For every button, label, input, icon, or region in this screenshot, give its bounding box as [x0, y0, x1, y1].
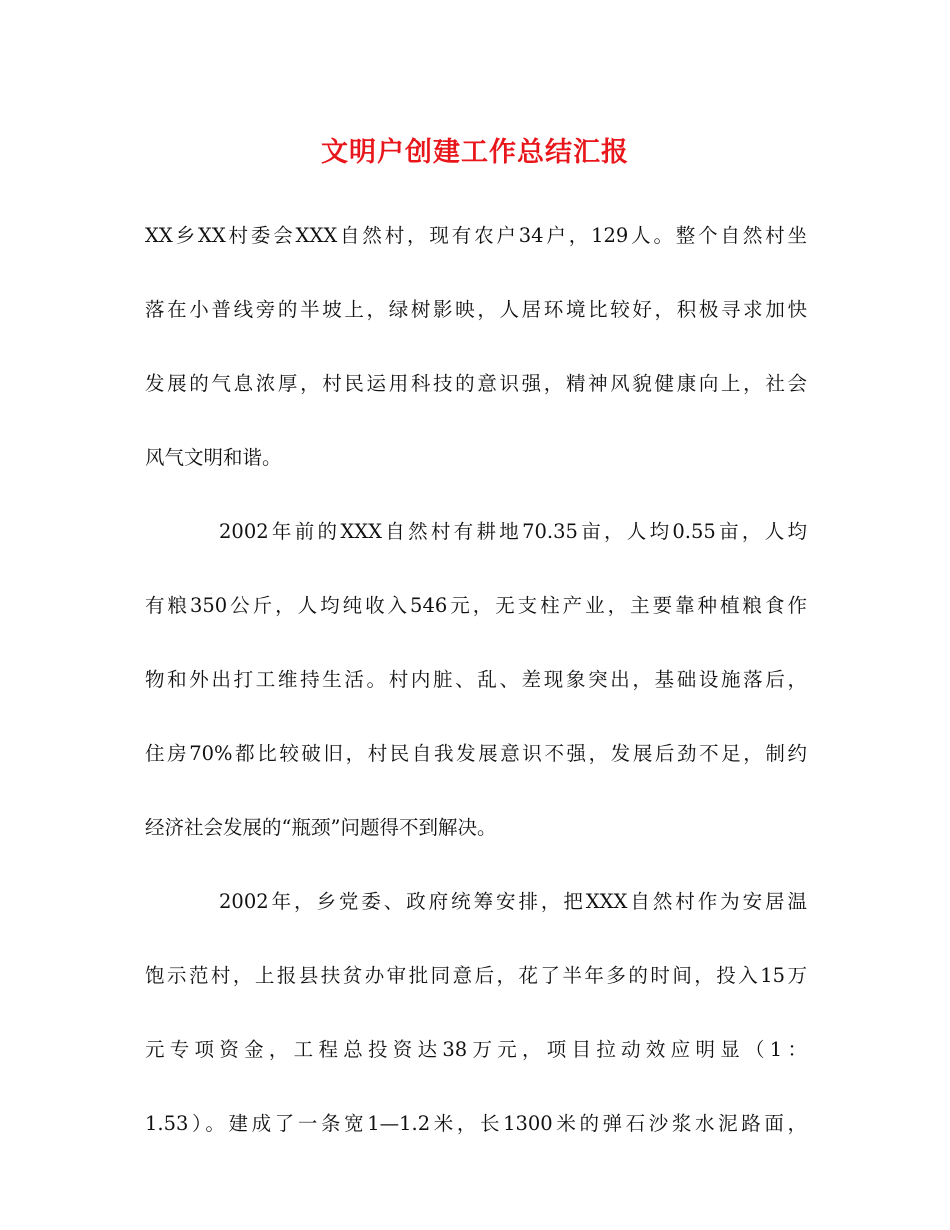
text-line: 有粮350公斤，人均纯收入546元，无支柱产业，主要靠种植粮食作: [145, 594, 807, 617]
text-line: 1.53）。建成了一条宽1—1.2米，长1300米的弹石沙浆水泥路面，: [145, 1112, 807, 1135]
text-line: 住房70%都比较破旧，村民自我发展意识不强，发展后劲不足，制约: [145, 742, 807, 765]
text-line: 物和外出打工维持生活。村内脏、乱、差现象突出，基础设施落后，: [145, 668, 807, 691]
text-line: 经济社会发展的“瓶颈”问题得不到解决。: [145, 816, 497, 839]
text-line: 2002年，乡党委、政府统筹安排，把XXX自然村作为安居温: [219, 890, 807, 913]
text-line: 饱示范村，上报县扶贫办审批同意后，花了半年多的时间，投入15万: [145, 964, 807, 987]
text-line: 2002年前的XXX自然村有耕地70.35亩，人均0.55亩，人均: [219, 520, 807, 543]
text-line: 元专项资金，工程总投资达38万元，项目拉动效应明显（1：: [145, 1038, 807, 1061]
document-title: 文明户创建工作总结汇报: [321, 137, 629, 168]
text-line: XX乡XX村委会XXX自然村，现有农户34户，129人。整个自然村坐: [145, 224, 807, 247]
text-line: 风气文明和谐。: [145, 446, 282, 469]
document-body: [145, 218, 807, 1180]
text-line: 落在小普线旁的半坡上，绿树影映，人居环境比较好，积极寻求加快: [145, 298, 807, 321]
text-line: 发展的气息浓厚，村民运用科技的意识强，精神风貌健康向上，社会: [145, 372, 807, 395]
